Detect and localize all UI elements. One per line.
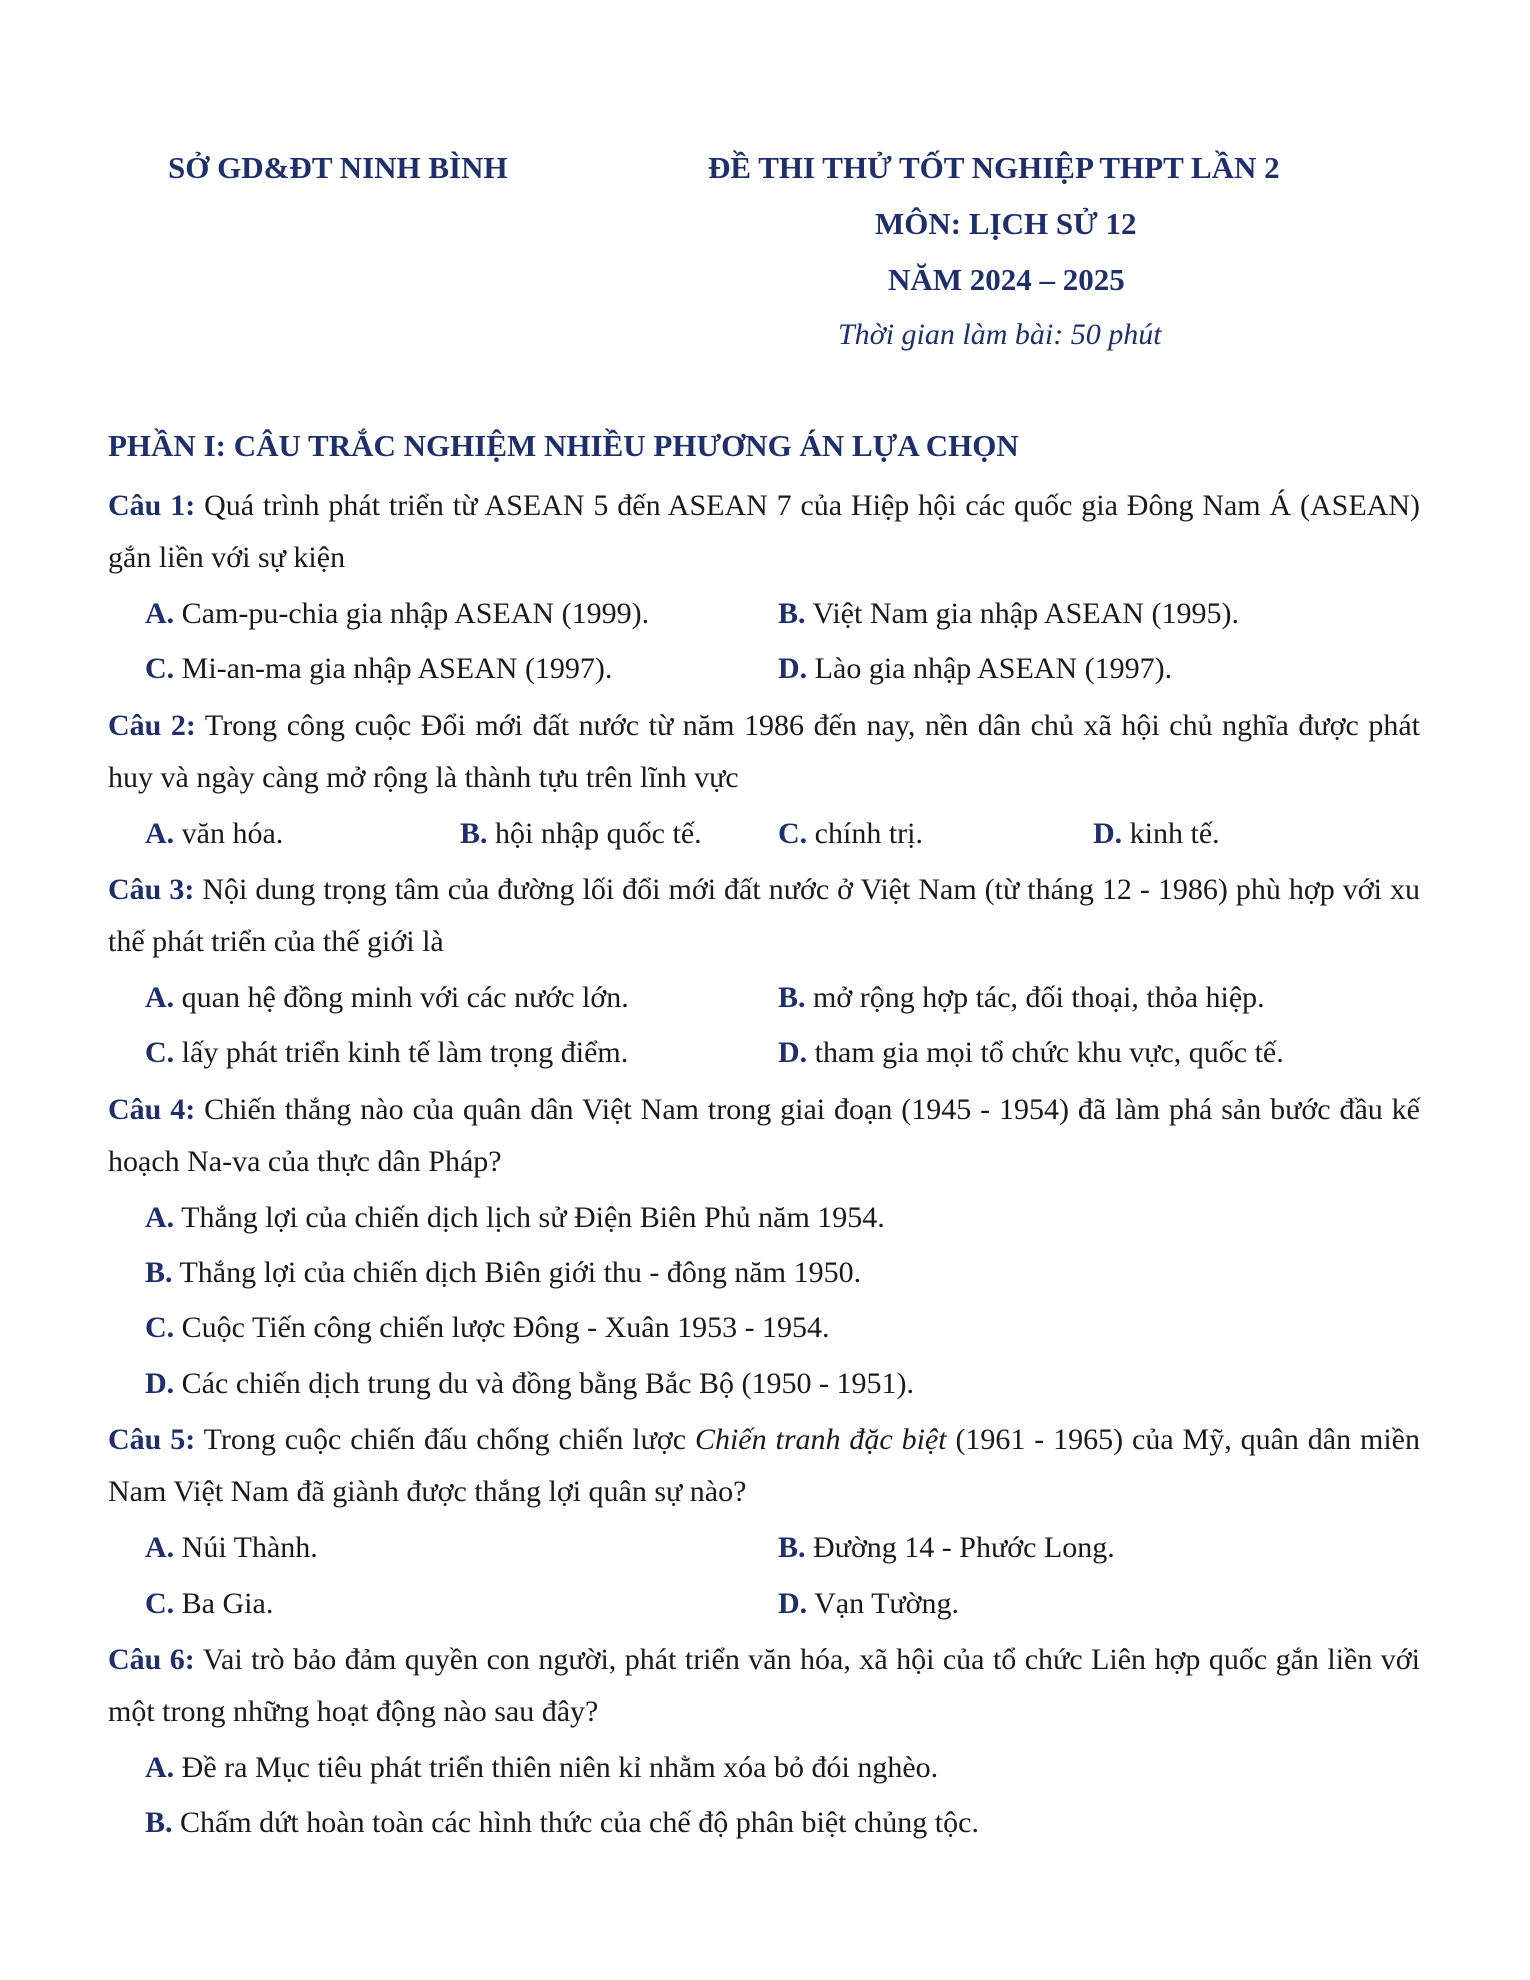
subject-title: MÔN: LỊCH SỬ 12 [875,206,1137,241]
question-text: Nội dung trọng tâm của đường lối đổi mới đất nước ở Việt Nam (từ tháng 12 - 1986) phù hợp với xu thế phát triển của thế giới là [108,873,1421,958]
exam-duration: Thời gian làm bài: 50 phút [838,318,1162,351]
question-3 [108,864,1420,968]
question-text-italic: Chiến tranh đặc biệt [694,1423,947,1456]
exam-year: NĂM 2024 – 2025 [888,262,1125,297]
option-b[interactable]: B. Việt Nam gia nhập ASEAN (1995). [778,597,1239,630]
section-title: PHẦN I: CÂU TRẮC NGHIỆM NHIỀU PHƯƠNG ÁN LỰA CHỌN [108,428,1019,463]
option-b[interactable]: B. hội nhập quốc tế. [460,817,702,850]
option-c[interactable]: C. Cuộc Tiến công chiến lược Đông - Xuân 1953 - 1954. [145,1311,830,1344]
option-c[interactable]: C. lấy phát triển kinh tế làm trọng điểm. [145,1036,629,1069]
option-a[interactable]: A. quan hệ đồng minh với các nước lớn. [145,981,629,1014]
question-label: Câu 2: [108,709,196,742]
option-a[interactable]: A. Thắng lợi của chiến dịch lịch sử Điện Biên Phủ năm 1954. [145,1201,885,1234]
option-a[interactable]: A. Núi Thành. [145,1531,318,1564]
option-c[interactable]: C. chính trị. [778,817,923,850]
question-label: Câu 1: [108,489,196,522]
option-c[interactable]: C. Mi-an-ma gia nhập ASEAN (1997). [145,652,613,685]
option-b[interactable]: B. Thắng lợi của chiến dịch Biên giới thu - đông năm 1950. [145,1256,862,1289]
question-label: Câu 6: [108,1643,195,1676]
option-a[interactable]: A. văn hóa. [145,817,284,850]
question-text: Vai trò bảo đảm quyền con người, phát triển văn hóa, xã hội của tổ chức Liên hợp quốc gắn liền với một trong những hoạt động nào sau đây? [108,1643,1420,1728]
question-label: Câu 5: [108,1423,196,1456]
question-text-after: (1961 - 1965) của Mỹ, quân dân miền Nam Việt Nam đã giành được thắng lợi quân sự nào? [108,1423,1420,1508]
question-text: Trong công cuộc Đổi mới đất nước từ năm 1986 đến nay, nền dân chủ xã hội chủ nghĩa được phát huy và ngày càng mở rộng là thành tựu trên lĩnh vực [108,709,1420,794]
question-text: Chiến thắng nào của quân dân Việt Nam trong giai đoạn (1945 - 1954) đã làm phá sản bước đầu kế hoạch Na-va của thực dân Pháp? [108,1093,1420,1178]
question-label: Câu 4: [108,1093,196,1126]
question-label: Câu 3: [108,873,195,906]
exam-title: ĐỀ THI THỬ TỐT NGHIỆP THPT LẦN 2 [708,150,1280,185]
option-d[interactable]: D. Vạn Tường. [778,1587,960,1620]
question-1 [108,480,1420,584]
option-a[interactable]: A. Cam-pu-chia gia nhập ASEAN (1999). [145,597,650,630]
question-5 [108,1414,1420,1518]
question-2 [108,700,1420,804]
department-name: SỞ GD&ĐT NINH BÌNH [168,150,508,185]
option-d[interactable]: D. Lào gia nhập ASEAN (1997). [778,652,1173,685]
option-c[interactable]: C. Ba Gia. [145,1587,274,1620]
option-a[interactable]: A. Đề ra Mục tiêu phát triển thiên niên kỉ nhằm xóa bỏ đói nghèo. [145,1751,939,1784]
question-text: Quá trình phát triển từ ASEAN 5 đến ASEAN 7 của Hiệp hội các quốc gia Đông Nam Á (ASEAN) gắn liền với sự kiện [108,489,1421,574]
question-6 [108,1634,1420,1738]
option-b[interactable]: B. Chấm dứt hoàn toàn các hình thức của chế độ phân biệt chủng tộc. [145,1806,979,1839]
option-b[interactable]: B. mở rộng hợp tác, đối thoại, thỏa hiệp. [778,981,1265,1014]
option-d[interactable]: D. tham gia mọi tổ chức khu vực, quốc tế. [778,1036,1284,1069]
question-text-before: Trong cuộc chiến đấu chống chiến lược [203,1423,695,1456]
option-d[interactable]: D. kinh tế. [1093,817,1220,850]
option-d[interactable]: D. Các chiến dịch trung du và đồng bằng Bắc Bộ (1950 - 1951). [145,1367,915,1400]
question-4 [108,1084,1420,1188]
option-b[interactable]: B. Đường 14 - Phước Long. [778,1531,1115,1564]
